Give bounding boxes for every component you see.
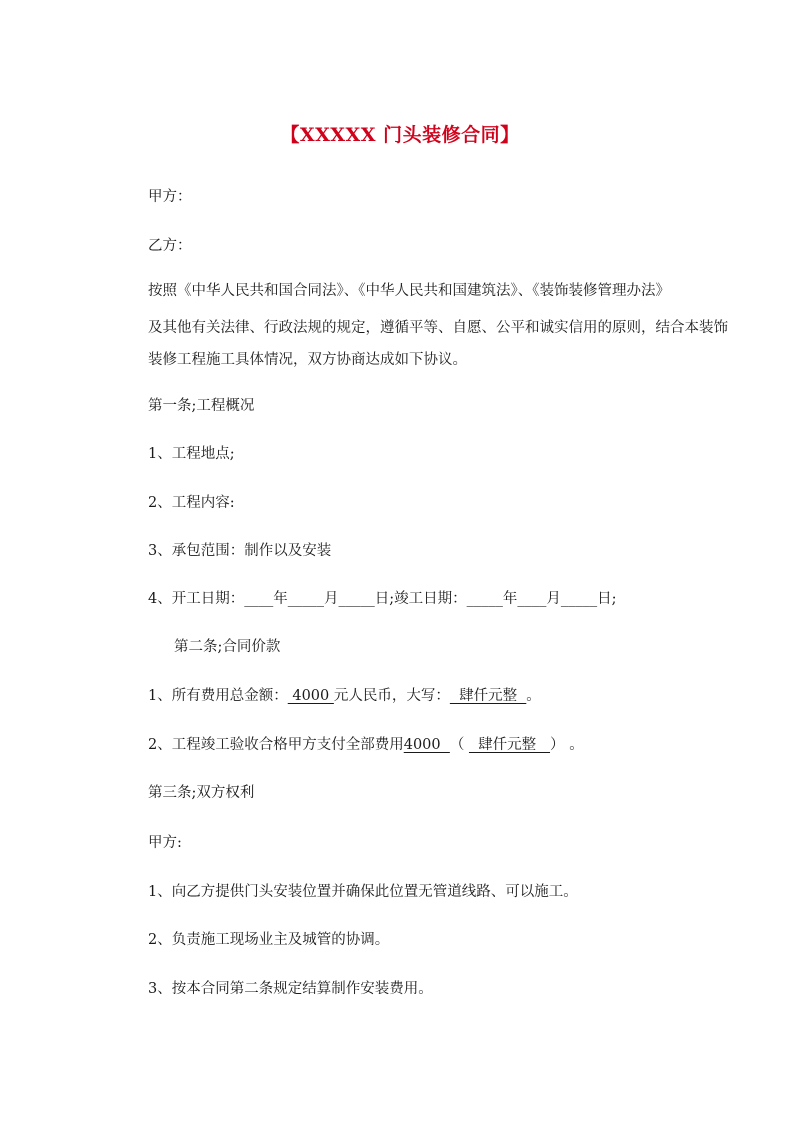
preamble-paragraph [148,274,688,308]
month-label-2: 月 [546,591,561,607]
payment-prefix: 2、工程竣工验收合格甲方支付全部费用 [148,737,404,753]
day-label-2: 日; [597,591,617,607]
document-title: 【XXXXX 门头装修合同】 [280,124,520,146]
article2-item-1 [148,686,541,706]
article1-heading: 第一条;工程概况 [148,398,255,414]
total-amount-words: 肆仟元整 [449,688,527,704]
article1-item-4 [148,589,617,609]
end-year-blank: _____ [466,591,503,607]
article3-item-2: 2、负责施工现场业主及城管的协调。 [148,932,390,948]
start-day-blank: _____ [338,591,375,607]
payment-open-paren: （ [449,737,469,753]
article2-heading: 第二条;合同价款 [174,639,281,655]
year-label-2: 年 [502,591,518,607]
start-month-blank: _____ [287,591,324,607]
month-label: 月 [323,591,339,607]
year-label: 年 [273,591,288,607]
payment-close-paren: ） [550,737,558,753]
preamble-line-3: 装修工程施工具体情况，双方协商达成如下协议。 [148,352,467,368]
total-amount-prefix: 1、所有费用总金额： [148,688,288,704]
dates-prefix: 4、开工日期： [148,591,245,607]
total-amount-middle: 元人民币，大写： [333,688,450,704]
article2-item-2 [148,735,584,755]
article1-item-2: 2、工程内容: [148,495,235,511]
article1-item-1: 1、工程地点; [148,446,235,462]
article3-party-a: 甲方: [148,835,182,851]
payment-suffix: 。 [569,737,584,753]
total-amount-value: 4000 [287,688,334,704]
preamble-line-2: 及其他有关法律、行政法规的规定，遵循平等、自愿、公平和诚实信用的原则，结合本装饰 [148,320,728,336]
article1-item-3: 3、承包范围：制作以及安装 [148,543,332,559]
total-amount-suffix: 。 [526,688,541,704]
article3-item-1: 1、向乙方提供门头安装位置并确保此位置无管道线路、可以施工。 [148,884,578,900]
preamble-line-1: 按照《中华人民共和国合同法》、《中华人民共和国建筑法》、《装饰装修管理办法》 [148,283,670,299]
party-b-label: 乙方： [148,238,192,254]
payment-amount-words: 肆仟元整 [468,737,551,753]
end-day-blank: _____ [560,591,598,607]
payment-amount: 4000 [403,737,450,753]
start-year-blank: ____ [244,591,274,607]
party-a-label: 甲方： [148,189,192,205]
end-month-blank: ____ [517,591,547,607]
end-date-label: 日;竣工日期： [374,591,467,607]
article3-item-3: 3、按本合同第二条规定结算制作安装费用。 [148,981,433,997]
article3-heading: 第三条;双方权利 [148,785,255,801]
